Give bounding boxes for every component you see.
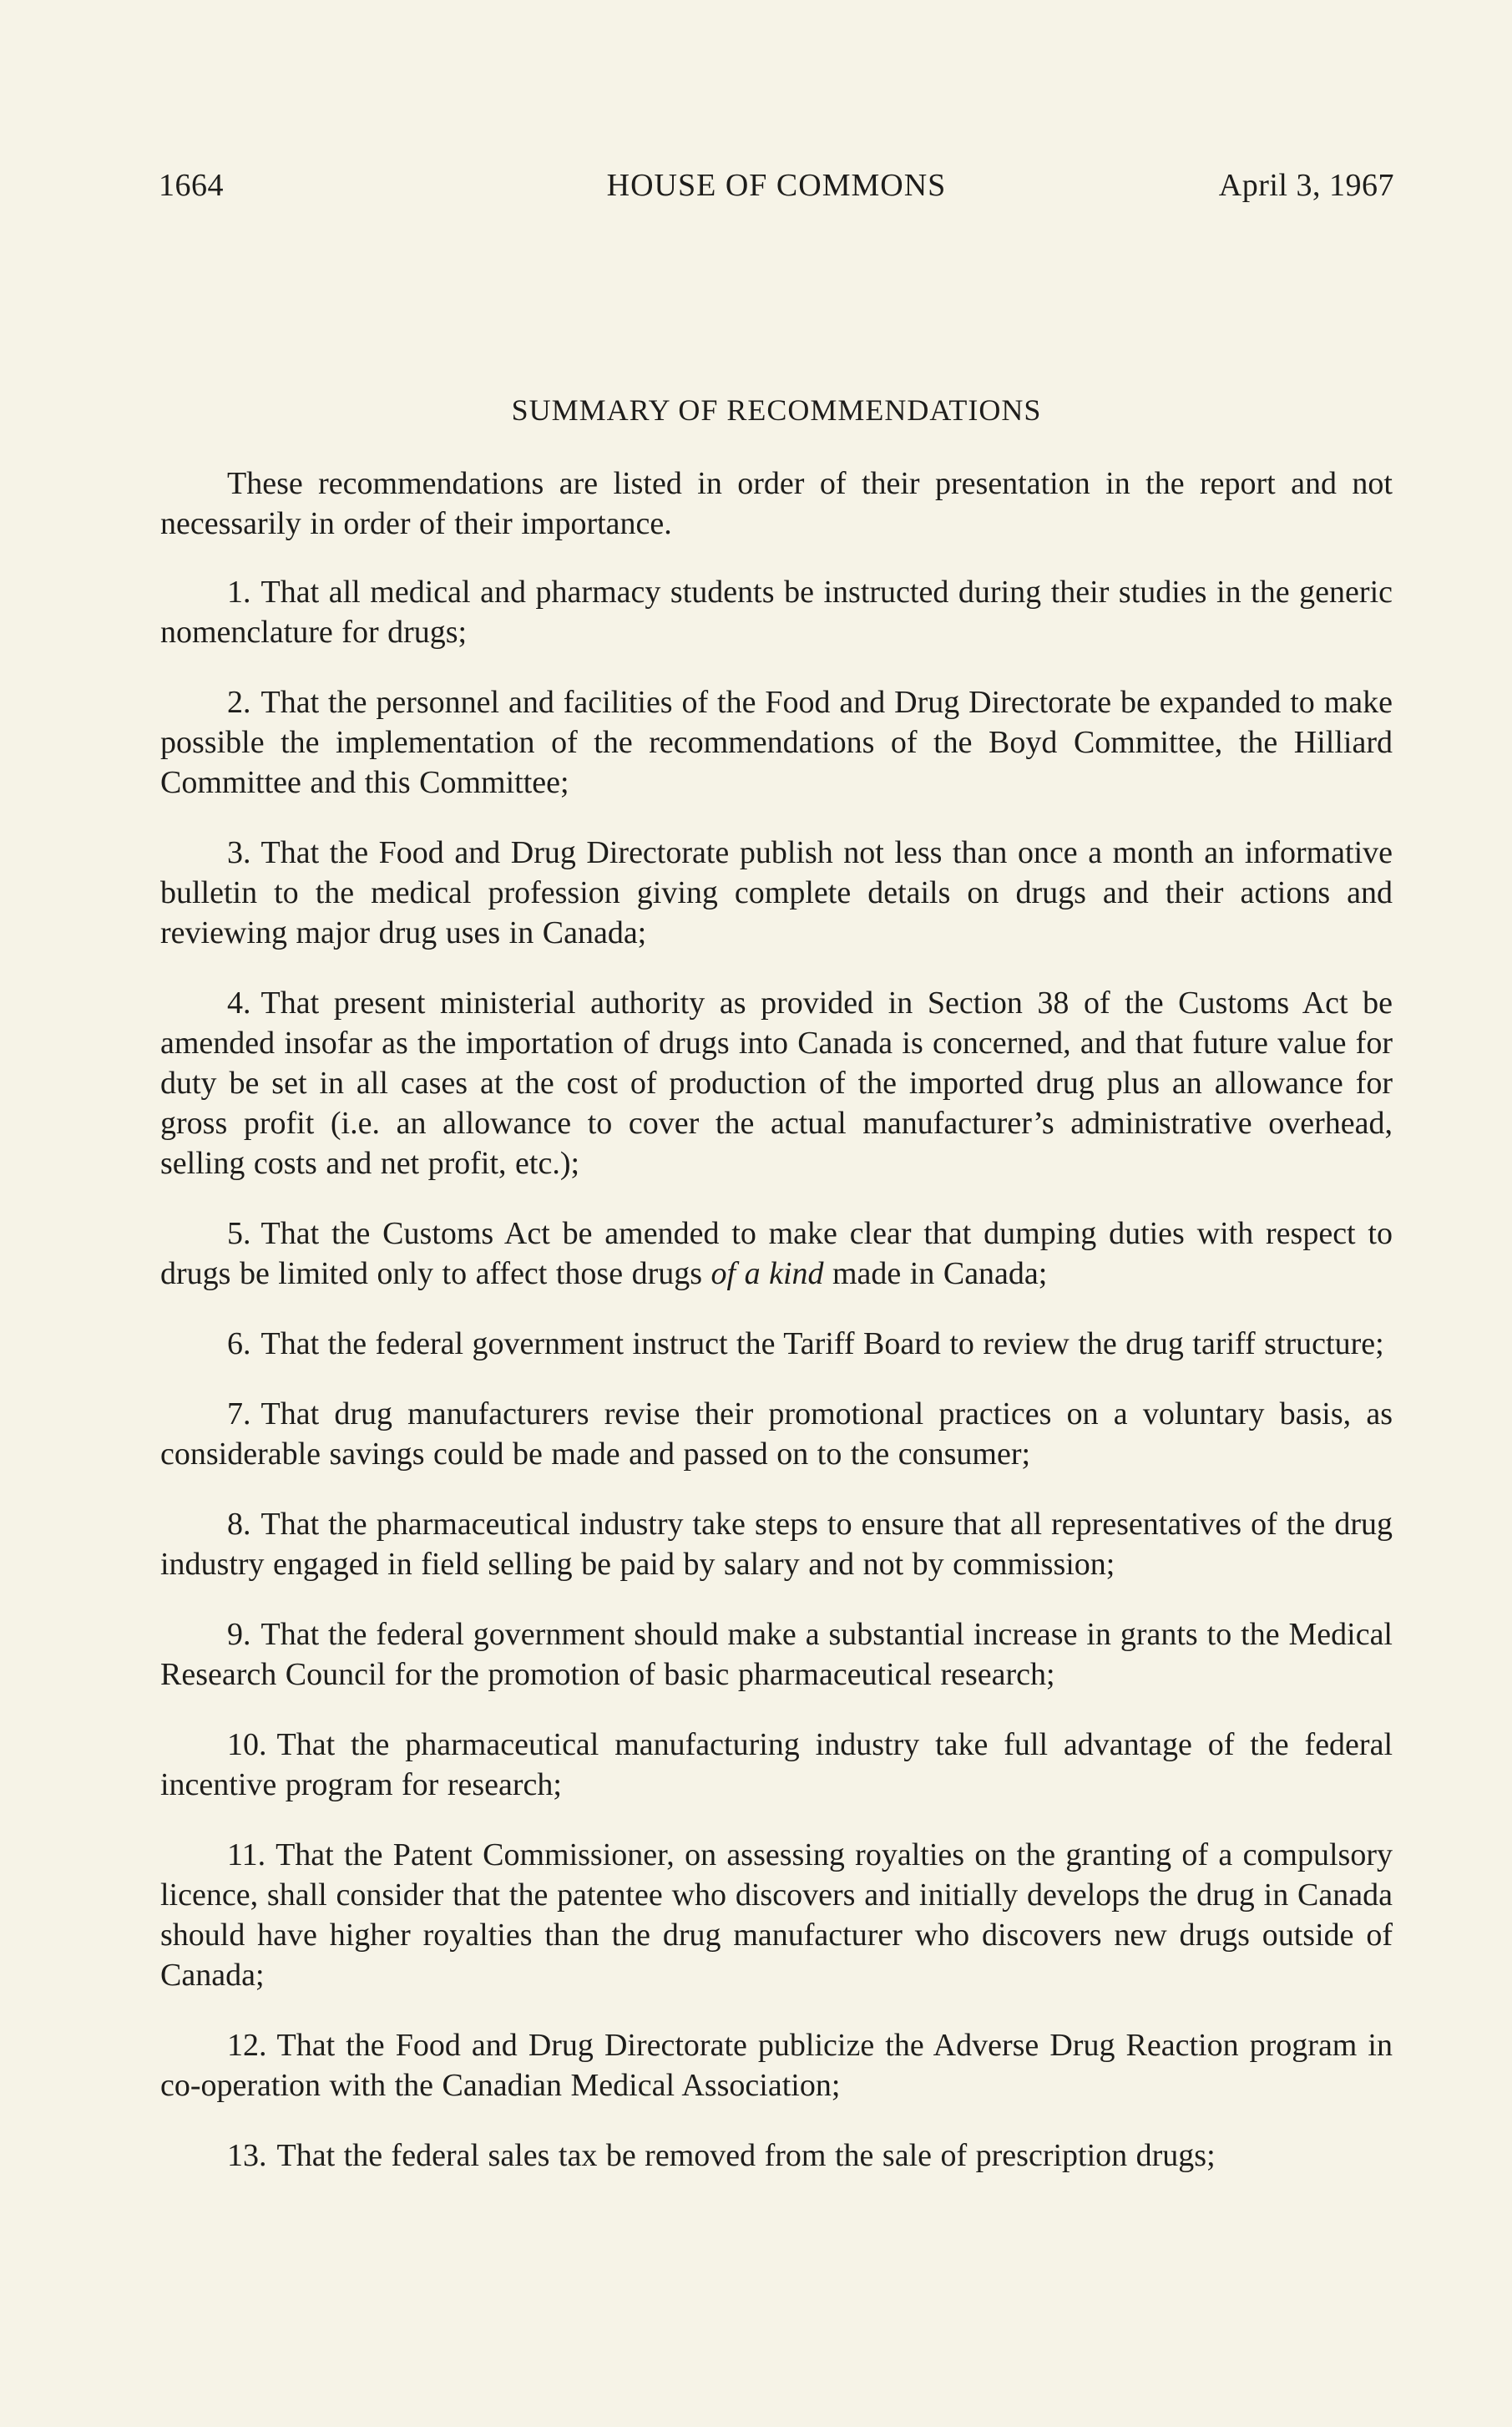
recommendation-number: 13.: [227, 2138, 267, 2173]
recommendation-text: That the Patent Commissioner, on assessing royalties on the granting of a compulsory licence, shall consider that the patentee who discovers and initially develops the drug in Canada should have higher royalties than the drug manufacturer who discovers new drugs outside of Canada;: [160, 1837, 1393, 1993]
recommendation-text: That the Food and Drug Directorate publicize the Adverse Drug Reaction program in co-operation with the Canadian Medical Association;: [160, 2028, 1393, 2103]
recommendation-text: That all medical and pharmacy students be instructed during their studies in the generic nomenclature for drugs;: [160, 575, 1393, 650]
recommendation-item: [160, 1394, 1393, 1474]
recommendation-number: 9.: [227, 1617, 251, 1652]
publication-title: HOUSE OF COMMONS: [606, 168, 947, 203]
section-title: SUMMARY OF RECOMMENDATIONS: [511, 393, 1042, 427]
recommendation-item: [160, 1504, 1393, 1584]
recommendation-item: [160, 2025, 1393, 2105]
recommendation-number: 10.: [227, 1727, 267, 1762]
recommendation-text: That the federal government should make a substantial increase in grants to the Medical Research Council for the promotion of basic pharmaceutical research;: [160, 1617, 1393, 1692]
recommendation-text: That the pharmaceutical industry take steps to ensure that all representatives of the drug industry engaged in field selling be paid by salary and not by commission;: [160, 1507, 1393, 1582]
recommendation-item: [160, 833, 1393, 953]
recommendation-text: That the Food and Drug Directorate publish not less than once a month an informative bulletin to the medical profession giving complete details on drugs and their actions and reviewing major drug uses in Canada;: [160, 835, 1393, 950]
recommendation-item: [160, 1214, 1393, 1294]
recommendation-emphasis: of a kind: [710, 1256, 824, 1291]
recommendation-number: 4.: [227, 985, 251, 1021]
recommendation-text: That drug manufacturers revise their promotional practices on a voluntary basis, as considerable savings could be made and passed on to the consumer;: [160, 1396, 1393, 1472]
recommendation-item: [160, 682, 1393, 803]
recommendation-number: 8.: [227, 1507, 251, 1542]
recommendation-text: That the federal government instruct the Tariff Board to review the drug tariff structure;: [260, 1326, 1384, 1361]
page-number: 1664: [159, 168, 224, 203]
recommendation-number: 2.: [227, 685, 251, 720]
intro-paragraph: These recommendations are listed in order of their presentation in the report and not necessarily in order of their importance.: [160, 466, 1393, 541]
recommendation-item: [160, 1614, 1393, 1695]
recommendation-item: [160, 572, 1393, 652]
recommendation-item: [160, 2136, 1393, 2176]
recommendation-text: That present ministerial authority as provided in Section 38 of the Customs Act be amended insofar as the importation of drugs into Canada is concerned, and that future value for duty be set in all cases at the cost of production of the imported drug plus an allowance for gross profit (i.e. an allowance to cover the actual manufacturer’s administrative overhead, selling costs and net profit, etc.);: [160, 985, 1393, 1181]
recommendation-number: 6.: [227, 1326, 251, 1361]
recommendation-item: [160, 1725, 1393, 1805]
recommendation-number: 11.: [227, 1837, 266, 1872]
recommendation-text-end: made in Canada;: [823, 1256, 1048, 1291]
recommendation-item: [160, 1835, 1393, 1995]
recommendation-item: [160, 1324, 1393, 1364]
recommendation-number: 3.: [227, 835, 251, 870]
recommendation-number: 12.: [227, 2028, 267, 2063]
recommendation-text: That the federal sales tax be removed from the sale of prescription drugs;: [276, 2138, 1216, 2173]
recommendation-number: 7.: [227, 1396, 251, 1431]
recommendation-text: That the personnel and facilities of the Food and Drug Directorate be expanded to make possible the implementation of the recommendations of the Boyd Committee, the Hilliard Committee and this Committee;: [160, 685, 1393, 800]
publication-date: April 3, 1967: [1218, 168, 1394, 203]
recommendation-number: 5.: [227, 1216, 251, 1251]
running-head: [159, 167, 1394, 217]
recommendation-number: 1.: [227, 575, 251, 610]
recommendations-body: [160, 464, 1393, 2206]
recommendation-item: [160, 983, 1393, 1183]
recommendation-text: That the pharmaceutical manufacturing industry take full advantage of the federal incentive program for research;: [160, 1727, 1393, 1802]
recommendation-text: That the Customs Act be amended to make clear that dumping duties with respect to drugs be limited only to affect those drugs: [160, 1216, 1393, 1291]
